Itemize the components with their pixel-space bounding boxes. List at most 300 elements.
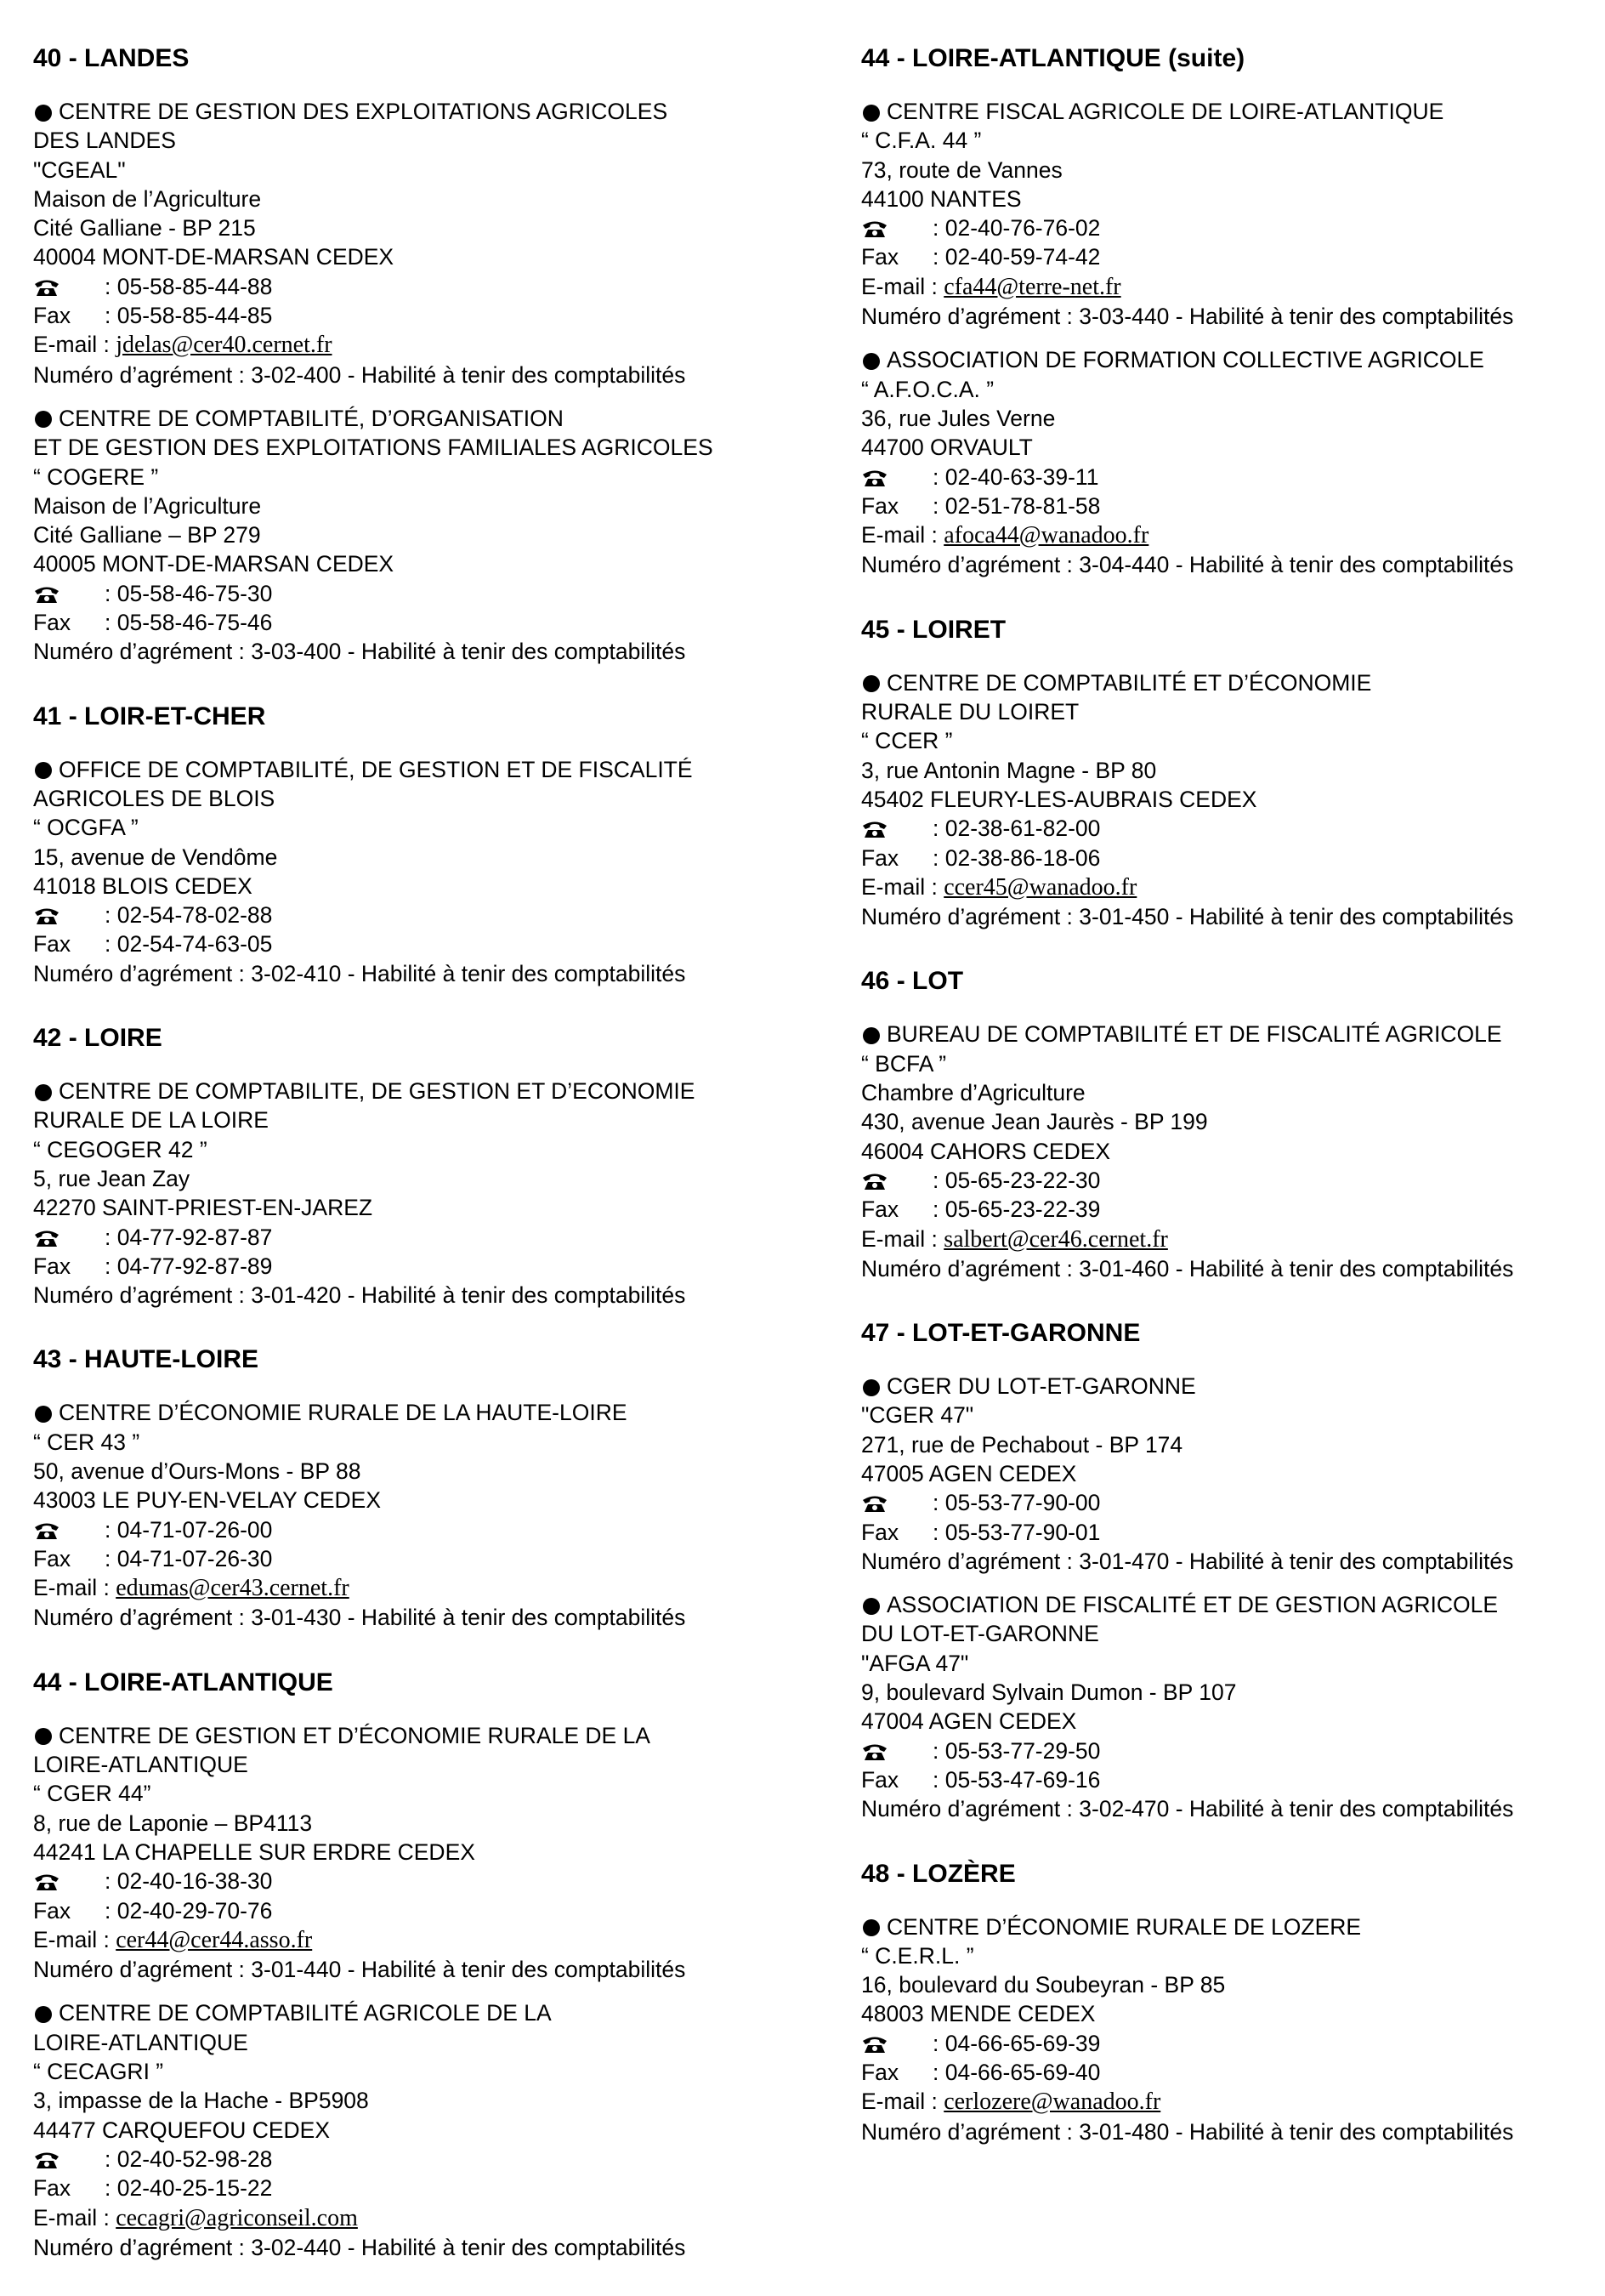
telephone-line [33,2145,798,2174]
agrement-line [861,902,1605,931]
email-link[interactable]: cer44@cer44.asso.fr [116,1926,313,1953]
organization-name-line [33,1398,798,1427]
fax-line [861,1518,1605,1547]
agrement-description: - Habilité à tenir des comptabilités [341,361,686,388]
telephone-label [861,2029,933,2058]
agrement-label: Numéro d’agrément : [861,2118,1080,2145]
agrement-line [33,959,798,988]
bullet-icon [35,411,52,428]
telephone-icon [33,1873,62,1891]
organization-name-line [861,668,1605,697]
organization-name-line [33,404,798,433]
organization-entry [861,668,1605,932]
organization-acronym: “ COGERE ” [33,463,159,490]
organization-name-line [33,97,798,126]
department-section [33,1344,798,1632]
agrement-line [861,550,1605,579]
fax-line [861,1195,1605,1224]
telephone-line [33,1515,798,1544]
organization-name: OFFICE DE COMPTABILITÉ, DE GESTION ET DE FISCALITÉ [59,756,693,782]
email-line [861,2087,1605,2117]
organization-name-line [33,126,798,155]
fax-number: : 02-40-29-70-76 [105,1897,273,1924]
email-link[interactable]: afoca44@wanadoo.fr [944,522,1149,549]
telephone-label [33,1223,105,1252]
agrement-line [861,2117,1605,2146]
telephone-icon [33,1229,62,1247]
address-line: 73, route de Vannes [861,156,1063,183]
organization-name: ASSOCIATION DE FISCALITÉ ET DE GESTION AGRICOLE [887,1592,1499,1618]
email-line [33,330,798,360]
fax-line [861,844,1605,872]
email-link[interactable]: cecagri@agriconseil.com [116,2204,358,2231]
address-line: 430, avenue Jean Jaurès - BP 199 [861,1109,1208,1135]
fax-label: Fax [861,244,899,270]
organization-acronym: “ CCER ” [861,728,953,754]
telephone-line [33,1867,798,1895]
address-line: 43003 LE PUY-EN-VELAY CEDEX [33,1487,382,1514]
address-line: 47005 AGEN CEDEX [861,1460,1077,1486]
agrement-number: 3-01-430 [251,1605,342,1631]
bullet-icon [863,1379,880,1396]
fax-number: : 05-65-23-22-39 [933,1196,1101,1223]
organization-name-line [33,1721,798,1750]
organization-name-line [861,345,1605,374]
address-line: 271, rue de Pechabout - BP 174 [861,1431,1183,1458]
department-section [861,43,1605,580]
department-section [33,1022,798,1310]
organization-name-line [861,1619,1605,1648]
telephone-icon [861,2035,890,2054]
organization-name-line [33,1998,798,2027]
agrement-line [33,2233,798,2262]
organization-name: AGRICOLES DE BLOIS [33,785,275,811]
department-heading: 47 - LOT-ET-GARONNE [861,1319,1141,1348]
agrement-line [33,1955,798,1984]
organization-entry [33,97,798,389]
organization-name: CENTRE DE COMPTABILITÉ ET D’ÉCONOMIE [887,669,1372,696]
fax-label: Fax [861,2060,899,2086]
fax-line [33,929,798,958]
address-line: 15, avenue de Vendôme [33,844,278,870]
address-line: Chambre d’Agriculture [861,1080,1086,1106]
agrement-number: 3-01-460 [1079,1255,1170,1282]
fax-number: : 02-54-74-63-05 [105,931,273,958]
telephone-label [861,814,933,843]
email-line [861,272,1605,302]
email-label: E-mail : [861,2089,938,2115]
address-line: 3, rue Antonin Magne - BP 80 [861,757,1157,783]
telephone-label [33,2145,105,2174]
fax-line [861,1765,1605,1794]
bullet-icon [863,1027,880,1044]
address-line: 40005 MONT-DE-MARSAN CEDEX [33,551,394,577]
organization-entry [861,1372,1605,1576]
address-line: 41018 BLOIS CEDEX [33,872,252,899]
telephone-number: : 02-38-61-82-00 [933,816,1101,842]
telephone-line [33,1223,798,1252]
telephone-icon [33,1521,62,1540]
address-line: 16, boulevard du Soubeyran - BP 85 [861,1972,1226,1998]
organization-name: CENTRE DE GESTION ET D’ÉCONOMIE RURALE DE LA [59,1722,650,1748]
organization-acronym: “ OCGFA ” [33,815,139,841]
organization-name-line [33,784,798,813]
telephone-line [861,1736,1605,1765]
agrement-line [33,1603,798,1632]
agrement-description: - Habilité à tenir des comptabilités [1169,304,1514,330]
email-label: E-mail : [33,2204,110,2231]
fax-number: : 04-71-07-26-30 [105,1545,273,1571]
agrement-line [33,637,798,666]
telephone-label [861,213,933,242]
fax-line [33,1544,798,1573]
address-line: 47004 AGEN CEDEX [861,1708,1077,1735]
organization-entry [861,1912,1605,2146]
email-label: E-mail : [33,1575,110,1601]
organization-entry [33,1398,798,1632]
organization-acronym: “ CGER 44” [33,1781,151,1807]
department-heading: 44 - LOIRE-ATLANTIQUE [33,1668,333,1696]
organization-name-line [861,1912,1605,1941]
agrement-line [861,1547,1605,1576]
telephone-number: : 04-71-07-26-00 [105,1516,273,1543]
telephone-line [861,2029,1605,2058]
organization-name-line [33,2028,798,2057]
email-label: E-mail : [861,1225,938,1252]
fax-number: : 02-38-86-18-06 [933,844,1101,871]
fax-line [33,1896,798,1925]
telephone-icon [861,820,890,838]
organization-name-line [33,1077,798,1105]
bullet-icon [35,762,52,779]
bullet-icon [863,1919,880,1936]
email-line [33,1573,798,1603]
organization-acronym: “ C.F.A. 44 ” [861,128,982,154]
agrement-description: - Habilité à tenir des comptabilités [341,1605,686,1631]
fax-label: Fax [33,303,71,329]
organization-name: CENTRE DE COMPTABILITÉ AGRICOLE DE LA [59,2000,552,2026]
department-heading: 44 - LOIRE-ATLANTIQUE (suite) [861,44,1245,72]
organization-name: ASSOCIATION DE FORMATION COLLECTIVE AGRICOLE [887,347,1484,373]
agrement-description: - Habilité à tenir des comptabilités [341,960,686,986]
right-column [861,43,1605,2180]
agrement-line [861,302,1605,331]
address-line: Cité Galliane - BP 215 [33,215,256,242]
agrement-description: - Habilité à tenir des comptabilités [1169,1796,1514,1822]
email-label: E-mail : [33,332,110,358]
organization-acronym: “ BCFA ” [861,1050,947,1077]
organization-entry [33,755,798,988]
organization-entry [33,1998,798,2262]
address-line: Maison de l’Agriculture [33,185,262,212]
email-label: E-mail : [861,522,938,548]
organization-acronym: “ CEGOGER 42 ” [33,1136,207,1162]
fax-line [861,242,1605,271]
agrement-label: Numéro d’agrément : [33,1957,252,1983]
telephone-number: : 05-65-23-22-30 [933,1167,1101,1193]
agrement-label: Numéro d’agrément : [861,1548,1080,1574]
address-line: Cité Galliane – BP 279 [33,522,261,548]
fax-number: : 05-53-47-69-16 [933,1766,1101,1793]
agrement-description: - Habilité à tenir des comptabilités [1169,1548,1514,1574]
telephone-label [33,901,105,929]
agrement-description: - Habilité à tenir des comptabilités [1169,1255,1514,1282]
agrement-label: Numéro d’agrément : [33,2234,252,2260]
address-line: 45402 FLEURY-LES-AUBRAIS CEDEX [861,786,1257,812]
organization-name-line [861,1020,1605,1049]
fax-label: Fax [33,610,71,636]
organization-entry [33,404,798,667]
organization-name-line [33,755,798,784]
organization-name: CGER DU LOT-ET-GARONNE [887,1373,1196,1400]
telephone-icon [33,585,62,604]
organization-name: CENTRE DE COMPTABILITÉ, D’ORGANISATION [59,405,564,431]
agrement-number: 3-02-410 [251,960,342,986]
agrement-description: - Habilité à tenir des comptabilités [341,1282,686,1309]
telephone-line [861,1166,1605,1195]
organization-entry [861,97,1605,331]
agrement-label: Numéro d’agrément : [861,1255,1080,1282]
address-line: 44700 ORVAULT [861,435,1033,461]
telephone-line [861,814,1605,843]
fax-label: Fax [33,2175,71,2202]
organization-acronym: "CGEAL" [33,156,126,183]
organization-name-line [861,1372,1605,1401]
address-line: 48003 MENDE CEDEX [861,2001,1096,2027]
telephone-icon [33,278,62,297]
telephone-number: : 05-53-77-29-50 [933,1737,1101,1764]
agrement-label: Numéro d’agrément : [861,904,1080,930]
department-heading: 42 - LOIRE [33,1024,162,1053]
left-column [33,43,798,2296]
department-section [861,614,1605,932]
email-line [861,872,1605,902]
fax-label: Fax [33,1253,71,1279]
bullet-icon [35,1406,52,1423]
organization-name: LOIRE-ATLANTIQUE [33,2029,248,2055]
agrement-number: 3-02-470 [1079,1796,1170,1822]
organization-entry [861,345,1605,579]
fax-label: Fax [861,1196,899,1223]
organization-name: DU LOT-ET-GARONNE [861,1621,1099,1647]
telephone-number: : 05-58-46-75-30 [105,580,273,606]
email-line [861,520,1605,550]
telephone-number: : 04-66-65-69-39 [933,2030,1101,2056]
department-section [861,1858,1605,2146]
email-link[interactable]: salbert@cer46.cernet.fr [944,1225,1168,1253]
fax-number: : 05-53-77-90-01 [933,1519,1101,1545]
email-link[interactable]: cfa44@terre-net.fr [944,273,1121,300]
bullet-icon [35,1728,52,1745]
agrement-label: Numéro d’agrément : [861,1796,1080,1822]
address-line: 42270 SAINT-PRIEST-EN-JAREZ [33,1195,373,1221]
agrement-description: - Habilité à tenir des comptabilités [1169,2118,1514,2145]
address-line: Maison de l’Agriculture [33,492,262,519]
email-line [33,1925,798,1955]
organization-name: CENTRE DE COMPTABILITE, DE GESTION ET D’ECONOMIE [59,1078,695,1105]
organization-entry [861,1590,1605,1823]
email-label: E-mail : [861,273,938,299]
telephone-label [33,1515,105,1544]
fax-line [33,301,798,330]
organization-name-line [33,1750,798,1779]
telephone-number: : 04-77-92-87-87 [105,1224,273,1250]
organization-name: CENTRE D’ÉCONOMIE RURALE DE LA HAUTE-LOIRE [59,1400,627,1426]
email-link[interactable]: jdelas@cer40.cernet.fr [116,332,332,359]
fax-number: : 05-58-46-75-46 [105,610,273,636]
fax-label: Fax [861,1766,899,1793]
address-line: 40004 MONT-DE-MARSAN CEDEX [33,244,394,270]
organization-entry [861,1020,1605,1283]
agrement-number: 3-03-400 [251,639,342,665]
email-link[interactable]: cerlozere@wanadoo.fr [944,2089,1161,2116]
email-label: E-mail : [861,873,938,900]
department-heading: 46 - LOT [861,967,964,996]
agrement-line [861,1254,1605,1283]
telephone-line [861,463,1605,492]
fax-number: : 04-77-92-87-89 [105,1253,273,1279]
email-link[interactable]: ccer45@wanadoo.fr [944,873,1137,901]
organization-entry [33,1721,798,1985]
telephone-number: : 02-54-78-02-88 [105,902,273,929]
bullet-icon [863,1598,880,1615]
agrement-label: Numéro d’agrément : [33,1282,252,1309]
email-line [861,1225,1605,1254]
address-line: 8, rue de Laponie – BP4113 [33,1810,313,1836]
telephone-number: : 02-40-76-76-02 [933,215,1101,242]
fax-line [33,608,798,637]
agrement-line [33,1281,798,1310]
department-heading: 40 - LANDES [33,44,190,72]
agrement-number: 3-01-440 [251,1957,342,1983]
agrement-number: 3-01-450 [1079,904,1170,930]
agrement-label: Numéro d’agrément : [33,361,252,388]
fax-number: : 02-40-25-15-22 [105,2175,273,2202]
department-heading: 43 - HAUTE-LOIRE [33,1345,259,1374]
department-heading: 41 - LOIR-ET-CHER [33,702,266,730]
organization-name: BUREAU DE COMPTABILITÉ ET DE FISCALITÉ AGRICOLE [887,1021,1502,1048]
fax-label: Fax [861,492,899,519]
telephone-icon [861,1742,890,1761]
organization-acronym: “ C.E.R.L. ” [861,1942,974,1969]
fax-line [33,2174,798,2202]
bullet-icon [863,675,880,692]
organization-name-line [33,433,798,462]
department-section [861,1317,1605,1823]
telephone-line [861,213,1605,242]
telephone-icon [861,469,890,487]
address-line: 44241 LA CHAPELLE SUR ERDRE CEDEX [33,1839,475,1865]
organization-name: LOIRE-ATLANTIQUE [33,1752,248,1778]
address-line: 5, rue Jean Zay [33,1165,190,1191]
agrement-number: 3-03-440 [1079,304,1170,330]
agrement-description: - Habilité à tenir des comptabilités [341,2234,686,2260]
department-heading: 48 - LOZÈRE [861,1859,1016,1888]
address-line: 36, rue Jules Verne [861,405,1056,431]
organization-name-line [861,697,1605,726]
fax-label: Fax [33,1897,71,1924]
address-line: 3, impasse de la Hache - BP5908 [33,2088,369,2114]
fax-number: : 05-58-85-44-85 [105,303,273,329]
fax-line [861,2058,1605,2087]
telephone-icon [33,2151,62,2169]
telephone-label [861,1166,933,1195]
organization-name: ET DE GESTION DES EXPLOITATIONS FAMILIALES AGRICOLES [33,435,713,461]
organization-name: RURALE DU LOIRET [861,699,1080,725]
agrement-line [861,1794,1605,1823]
organization-name-line [33,1105,798,1134]
agrement-label: Numéro d’agrément : [33,1605,252,1631]
organization-acronym: “ A.F.O.C.A. ” [861,376,995,402]
telephone-label [33,1867,105,1895]
fax-label: Fax [33,1545,71,1571]
bullet-icon [35,2006,52,2023]
telephone-number: : 02-40-63-39-11 [933,463,1099,490]
department-heading: 45 - LOIRET [861,615,1007,644]
organization-acronym: “ CECAGRI ” [33,2059,164,2085]
telephone-icon [861,219,890,238]
organization-name: CENTRE FISCAL AGRICOLE DE LOIRE-ATLANTIQUE [887,99,1444,124]
organization-acronym: "CGER 47" [861,1402,974,1429]
email-link[interactable]: edumas@cer43.cernet.fr [116,1575,349,1602]
agrement-number: 3-01-470 [1079,1548,1170,1574]
telephone-label [861,1488,933,1517]
agrement-label: Numéro d’agrément : [861,304,1080,330]
address-line: 46004 CAHORS CEDEX [861,1138,1111,1164]
organization-name: RURALE DE LA LOIRE [33,1107,269,1134]
address-line: 50, avenue d’Ours-Mons - BP 88 [33,1458,361,1484]
agrement-label: Numéro d’agrément : [861,552,1080,578]
agrement-number: 3-01-420 [251,1282,342,1309]
telephone-label [33,272,105,301]
fax-number: : 02-51-78-81-58 [933,492,1101,519]
telephone-icon [861,1172,890,1191]
telephone-line [33,579,798,608]
telephone-number: : 02-40-16-38-30 [105,1868,273,1895]
agrement-label: Numéro d’agrément : [33,960,252,986]
organization-entry [33,1077,798,1310]
organization-name: CENTRE DE GESTION DES EXPLOITATIONS AGRICOLES [59,99,668,124]
agrement-label: Numéro d’agrément : [33,639,252,665]
telephone-line [33,901,798,929]
address-line: 44477 CARQUEFOU CEDEX [33,2117,331,2143]
telephone-label [33,579,105,608]
agrement-number: 3-02-440 [251,2234,342,2260]
fax-number: : 04-66-65-69-40 [933,2060,1101,2086]
bullet-icon [863,353,880,370]
bullet-icon [35,105,52,122]
bullet-icon [35,1084,52,1101]
agrement-number: 3-04-440 [1079,552,1170,578]
bullet-icon [863,105,880,122]
organization-acronym: “ CER 43 ” [33,1429,140,1455]
address-line: 9, boulevard Sylvain Dumon - BP 107 [861,1679,1237,1706]
telephone-number: : 05-53-77-90-00 [933,1490,1101,1516]
agrement-description: - Habilité à tenir des comptabilités [1169,904,1514,930]
fax-line [861,492,1605,520]
telephone-number: : 05-58-85-44-88 [105,273,273,299]
organization-name-line [861,1590,1605,1619]
telephone-line [33,272,798,301]
department-section [861,965,1605,1283]
organization-name: DES LANDES [33,128,176,154]
agrement-description: - Habilité à tenir des comptabilités [341,1957,686,1983]
address-line: 44100 NANTES [861,185,1022,212]
telephone-icon [861,1494,890,1513]
department-section [33,701,798,988]
organization-name-line [861,97,1605,126]
agrement-description: - Habilité à tenir des comptabilités [1169,552,1514,578]
